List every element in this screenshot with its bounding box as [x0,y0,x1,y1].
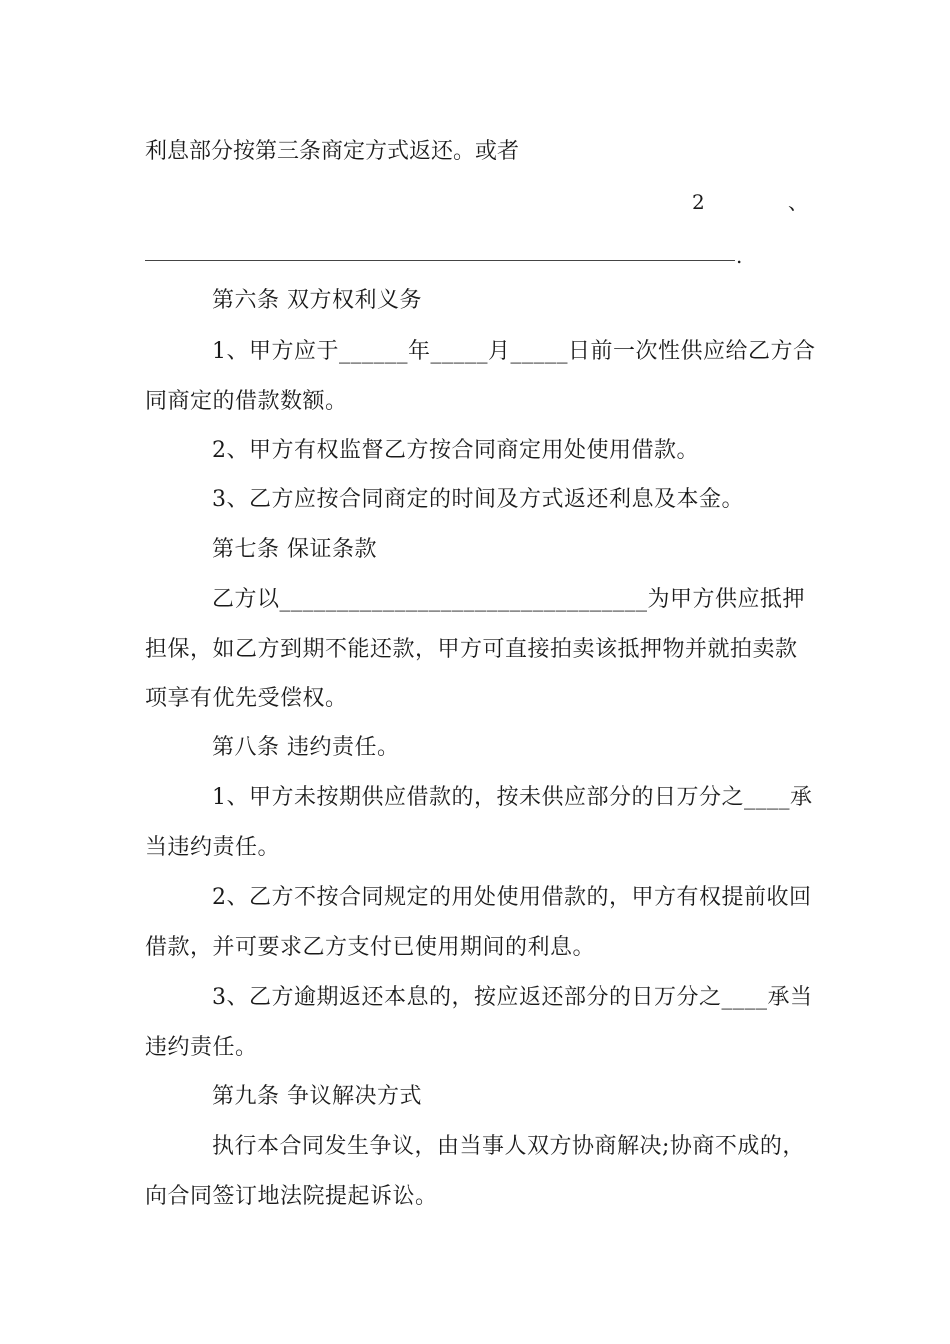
article-heading: 第七条 保证条款 [212,537,377,562]
clause-line: 3、乙方应按合同商定的时间及方式返还利息及本金。 [212,487,744,512]
clause-line: 违约责任。 [145,1035,258,1060]
paragraph-line: 利息部分按第三条商定方式返还。或者 [145,139,520,164]
clause-line: 1、甲方应于______年_____月_____日前一次性供应给乙方合 [212,339,816,364]
list-separator: 、 [788,190,808,214]
clause-line: 担保，如乙方到期不能还款，甲方可直接拍卖该抵押物并就拍卖款 [145,637,798,662]
blank-underline [145,260,735,261]
clause-line: 1、甲方未按期供应借款的，按未供应部分的日万分之____承 [212,785,813,810]
clause-line: 借款，并可要求乙方支付已使用期间的利息。 [145,935,596,960]
clause-line: 3、乙方逾期返还本息的，按应返还部分的日万分之____承当 [212,985,813,1010]
clause-line: 乙方以________________________________为甲方供应抵押 [212,587,806,612]
clause-line: 2、乙方不按合同规定的用处使用借款的，甲方有权提前收回 [212,885,812,910]
article-heading: 第九条 争议解决方式 [212,1084,422,1109]
clause-line: 2、甲方有权监督乙方按合同商定用处使用借款。 [212,438,699,463]
clause-line: 执行本合同发生争议，由当事人双方协商解决;协商不成的， [212,1134,805,1159]
clause-line: 项享有优先受偿权。 [145,686,348,711]
article-heading: 第六条 双方权利义务 [212,288,422,313]
clause-line: 向合同签订地法院提起诉讼。 [145,1184,438,1209]
period-mark: . [736,244,743,268]
clause-line: 同商定的借款数额。 [145,389,348,414]
list-number: 2 [692,190,705,214]
clause-line: 当违约责任。 [145,835,281,860]
article-heading: 第八条 违约责任。 [212,735,400,760]
